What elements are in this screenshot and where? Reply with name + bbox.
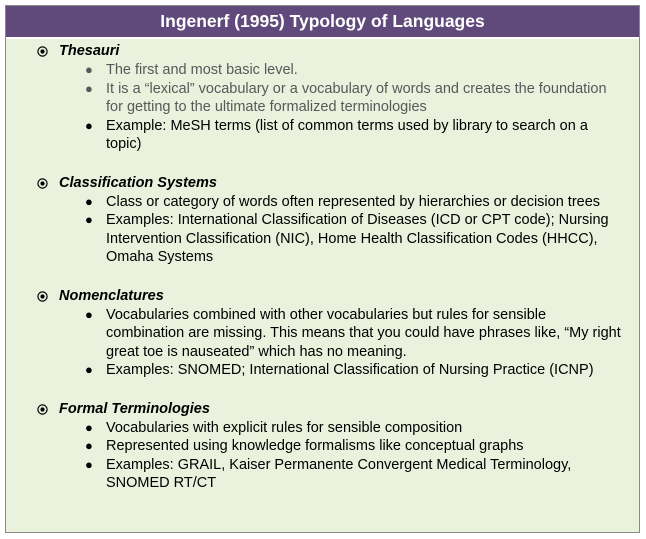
list-item xyxy=(6,437,639,456)
bullet-list xyxy=(6,306,639,380)
list-item-text: Examples: SNOMED; International Classification of Nursing Practice (ICNP) xyxy=(106,362,594,378)
section-thesauri xyxy=(6,42,639,154)
list-item xyxy=(6,117,639,154)
section-heading-text: Thesauri xyxy=(59,43,120,59)
target-circle-icon xyxy=(37,404,48,415)
list-item xyxy=(6,306,639,362)
bullet-dot-icon: ● xyxy=(85,419,93,435)
list-item-text: Vocabularies combined with other vocabularies but rules for sensible combination are missing. This means that you could have phrases like, “My right great toe is nauseated” which has no meaning. xyxy=(106,306,621,360)
slide-body xyxy=(6,37,639,532)
bullet-list xyxy=(6,61,639,154)
list-item xyxy=(6,456,639,493)
bullet-dot-icon: ● xyxy=(85,117,93,133)
bullet-list xyxy=(6,193,639,267)
section-heading-text: Classification Systems xyxy=(59,174,217,191)
bullet-dot-icon: ● xyxy=(85,362,93,377)
section-heading xyxy=(6,42,639,61)
section-heading-text: Formal Terminologies xyxy=(59,400,210,417)
bullet-dot-icon: ● xyxy=(85,456,93,472)
list-item xyxy=(6,193,639,212)
section-heading xyxy=(6,400,639,419)
section-formal-terminologies xyxy=(6,400,639,493)
list-item-text: Example: MeSH terms (list of common terms used by library to search on a topic) xyxy=(106,117,588,152)
slide xyxy=(5,5,640,533)
bullet-dot-icon: ● xyxy=(85,212,93,227)
bullet-list xyxy=(6,419,639,493)
list-item-text: The first and most basic level. xyxy=(106,62,298,78)
bullet-dot-icon: ● xyxy=(85,438,93,453)
list-item-text: Examples: International Classification of Diseases (ICD or CPT code); Nursing Intervention Classification (NIC), Home Health Classification Codes (HHCC), Omaha Systems xyxy=(106,212,609,265)
bullet-dot-icon: ● xyxy=(85,306,93,322)
section-heading xyxy=(6,287,639,306)
list-item-text: Vocabularies with explicit rules for sensible composition xyxy=(106,419,463,436)
section-heading-text: Nomenclatures xyxy=(59,287,164,304)
list-item-text: Class or category of words often represented by hierarchies or decision trees xyxy=(106,193,601,210)
list-item xyxy=(6,419,639,438)
target-circle-icon xyxy=(37,178,48,189)
bullet-dot-icon: ● xyxy=(85,80,93,96)
slide-title: Ingenerf (1995) Typology of Languages xyxy=(6,6,639,37)
target-circle-icon xyxy=(37,46,48,57)
bullet-dot-icon: ● xyxy=(85,62,93,77)
section-classification-systems xyxy=(6,174,639,267)
list-item xyxy=(6,361,639,380)
list-item-text: Represented using knowledge formalisms like conceptual graphs xyxy=(106,438,524,454)
bullet-dot-icon: ● xyxy=(85,193,93,209)
target-circle-icon xyxy=(37,291,48,302)
list-item xyxy=(6,211,639,267)
section-heading xyxy=(6,174,639,193)
list-item-text: It is a “lexical” vocabulary or a vocabulary of words and creates the foundation for getting to the ultimate formalized terminologies xyxy=(106,80,607,115)
list-item xyxy=(6,61,639,80)
section-nomenclatures xyxy=(6,287,639,380)
list-item-text: Examples: GRAIL, Kaiser Permanente Convergent Medical Terminology, SNOMED RT/CT xyxy=(106,456,572,491)
list-item xyxy=(6,80,639,117)
